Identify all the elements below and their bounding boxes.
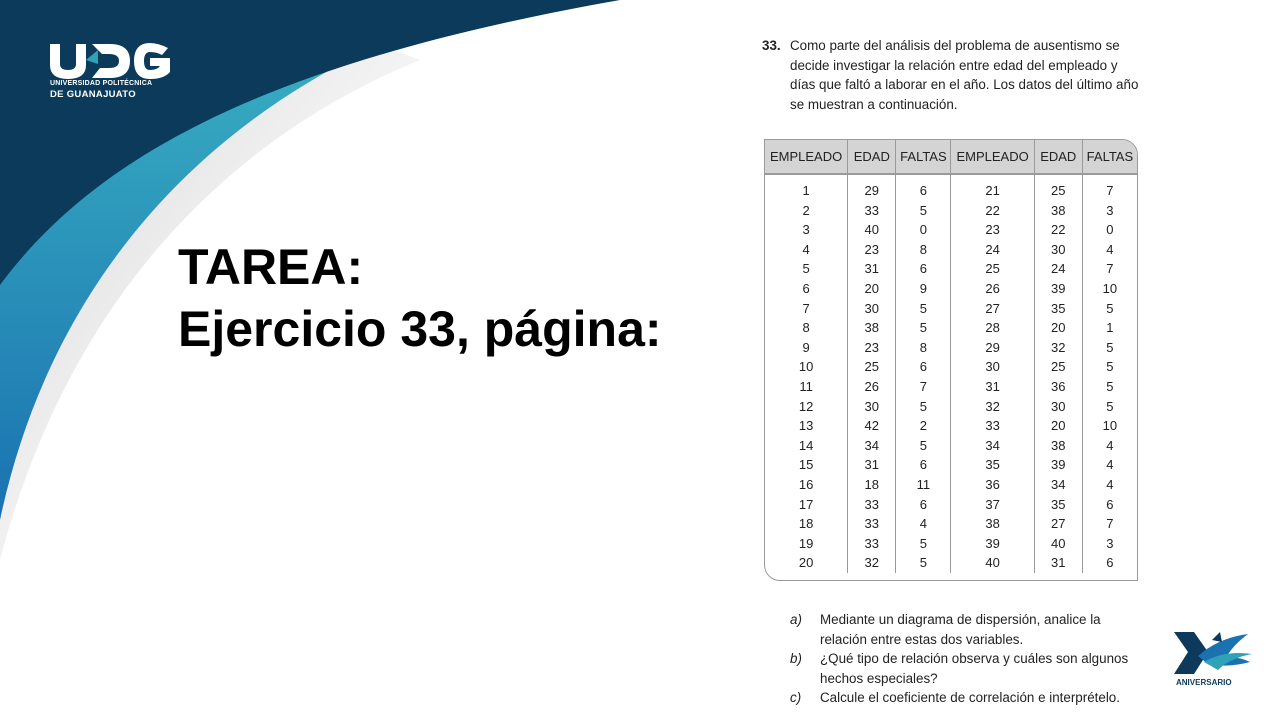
table-cell: 29 (848, 174, 896, 201)
table-cell: 34 (848, 436, 896, 456)
table-cell: 4 (1106, 437, 1114, 453)
table-cell: 5 (896, 397, 951, 417)
table-cell: 39 (1034, 455, 1082, 475)
table-cell: 26 (951, 279, 1034, 299)
table-cell: 37 (951, 495, 1034, 515)
table-cell: 2 (765, 201, 848, 221)
table-cell: 23 (848, 240, 896, 260)
table-row (765, 397, 1137, 417)
table-cell: 25 (1034, 174, 1082, 201)
table-row (765, 436, 1137, 456)
table-cell: 8 (896, 240, 951, 260)
table-cell: 5 (1106, 378, 1114, 394)
table-cell: 33 (951, 416, 1034, 436)
table-cell: 5 (765, 259, 848, 279)
table-cell: 3 (765, 220, 848, 240)
table-cell: 34 (951, 436, 1034, 456)
anniversary-logo (1168, 628, 1254, 694)
table-cell: 21 (951, 174, 1034, 201)
table-cell: 6 (1106, 496, 1114, 512)
question-b (790, 649, 1142, 688)
title-line-2: Ejercicio 33, página: (178, 301, 662, 357)
table-cell: 27 (951, 299, 1034, 319)
slide-title (178, 236, 662, 360)
table-cell: 5 (896, 318, 951, 338)
table-body (765, 174, 1137, 573)
table-cell: 38 (1034, 201, 1082, 221)
table-cell: 26 (848, 377, 896, 397)
table-cell: 8 (896, 338, 951, 358)
table-cell: 5 (896, 534, 951, 554)
table-cell: 4 (896, 514, 951, 534)
table-cell: 36 (1034, 377, 1082, 397)
table-cell: 10 (1102, 280, 1118, 296)
table-row (765, 377, 1137, 397)
table-cell: 6 (896, 495, 951, 515)
table-cell: 18 (848, 475, 896, 495)
question-c (790, 688, 1142, 708)
table-cell: 2 (896, 416, 951, 436)
table-cell: 38 (951, 514, 1034, 534)
question-letter: c) (790, 690, 802, 705)
header-empleado-1: EMPLEADO (765, 140, 848, 174)
table-cell: 13 (765, 416, 848, 436)
table-cell: 32 (1034, 338, 1082, 358)
table-cell: 34 (1034, 475, 1082, 495)
table-cell: 11 (765, 377, 848, 397)
table-cell: 25 (951, 259, 1034, 279)
table-cell: 16 (765, 475, 848, 495)
table-cell: 6 (896, 455, 951, 475)
table-row (765, 240, 1137, 260)
question-a (790, 610, 1142, 649)
table-cell: 18 (765, 514, 848, 534)
table-cell: 40 (1034, 534, 1082, 554)
table-cell: 39 (1034, 279, 1082, 299)
table-row (765, 475, 1137, 495)
table-cell: 25 (848, 357, 896, 377)
table-cell: 31 (1034, 553, 1082, 573)
exercise-text: Como parte del análisis del problema de ausentismo se decide investigar la relación entre edad del empleado y días que faltó a laborar en el año. Los datos del último año se muestran a continuación. (790, 38, 1139, 112)
table-cell: 20 (1034, 318, 1082, 338)
table-cell: 38 (848, 318, 896, 338)
table-cell: 4 (1106, 457, 1114, 473)
table-cell: 7 (1106, 183, 1114, 198)
table-cell: 7 (896, 377, 951, 397)
upg-logo-mark (46, 40, 176, 80)
table-cell: 31 (848, 455, 896, 475)
table-cell: 24 (1034, 259, 1082, 279)
table-cell: 28 (951, 318, 1034, 338)
table-cell: 42 (848, 416, 896, 436)
table-cell: 14 (765, 436, 848, 456)
table-row (765, 220, 1137, 240)
table-cell: 29 (951, 338, 1034, 358)
table-cell: 0 (1106, 222, 1114, 238)
logo-line-2: DE GUANAJUATO (50, 89, 136, 100)
table-cell: 25 (1034, 357, 1082, 377)
table-row (765, 416, 1137, 436)
table-cell: 20 (848, 279, 896, 299)
table-cell: 39 (951, 534, 1034, 554)
table-cell: 31 (951, 377, 1034, 397)
table-cell: 22 (951, 201, 1034, 221)
table-cell: 1 (1106, 320, 1114, 336)
table-cell: 30 (1034, 240, 1082, 260)
question-letter: a) (790, 612, 802, 627)
table-cell: 0 (896, 220, 951, 240)
table-cell: 1 (765, 174, 848, 201)
table-row (765, 553, 1137, 573)
table-cell: 6 (896, 259, 951, 279)
table-cell: 5 (1106, 300, 1114, 316)
header-faltas-2: FALTAS (1082, 140, 1137, 174)
table-cell: 32 (848, 553, 896, 573)
table-cell: 40 (951, 553, 1034, 573)
table-cell: 32 (951, 397, 1034, 417)
table-cell: 17 (765, 495, 848, 515)
data-table (764, 139, 1138, 581)
table-cell: 22 (1034, 220, 1082, 240)
table-cell: 27 (1034, 514, 1082, 534)
table-cell: 35 (951, 455, 1034, 475)
question-letter: b) (790, 651, 802, 666)
table-cell: 30 (848, 299, 896, 319)
table-row (765, 338, 1137, 358)
table-row (765, 514, 1137, 534)
table-cell: 36 (951, 475, 1034, 495)
header-empleado-2: EMPLEADO (951, 140, 1034, 174)
table-cell: 11 (896, 475, 951, 495)
question-text: Calcule el coeficiente de correlación e interprételo. (820, 690, 1120, 705)
question-text: Mediante un diagrama de dispersión, analice la relación entre estas dos variables. (820, 612, 1101, 647)
table-cell: 6 (765, 279, 848, 299)
table-row (765, 299, 1137, 319)
table-cell: 9 (896, 279, 951, 299)
table-cell: 5 (896, 299, 951, 319)
table-cell: 30 (848, 397, 896, 417)
table-cell: 35 (1034, 495, 1082, 515)
table-cell: 33 (848, 534, 896, 554)
table-cell: 20 (1034, 416, 1082, 436)
table-cell: 10 (765, 357, 848, 377)
question-list (790, 610, 1142, 708)
table-cell: 4 (1106, 241, 1114, 257)
table-cell: 30 (951, 357, 1034, 377)
table-row (765, 495, 1137, 515)
table-cell: 5 (896, 436, 951, 456)
table-cell: 31 (848, 259, 896, 279)
table-cell: 8 (765, 318, 848, 338)
table-cell: 12 (765, 397, 848, 417)
table-header-row (765, 140, 1137, 174)
table-cell: 6 (1106, 555, 1114, 571)
anniversary-label: ANIVERSARIO (1176, 678, 1232, 687)
table-row (765, 455, 1137, 475)
table-cell: 7 (1106, 261, 1114, 277)
table-cell: 4 (1106, 476, 1114, 492)
table-row (765, 357, 1137, 377)
table-row (765, 201, 1137, 221)
title-line-1: TAREA: (178, 239, 364, 295)
table-cell: 10 (1102, 418, 1118, 434)
table-cell: 33 (848, 201, 896, 221)
table-cell: 20 (765, 553, 848, 573)
table-cell: 5 (1106, 359, 1114, 375)
table-cell: 5 (896, 553, 951, 573)
table-cell: 6 (896, 357, 951, 377)
upg-logo (46, 40, 176, 102)
table-cell: 9 (765, 338, 848, 358)
header-faltas-1: FALTAS (896, 140, 951, 174)
table-cell: 24 (951, 240, 1034, 260)
table-cell: 23 (951, 220, 1034, 240)
table-cell: 3 (1106, 535, 1114, 551)
table-cell: 38 (1034, 436, 1082, 456)
table-cell: 4 (765, 240, 848, 260)
table-cell: 33 (848, 514, 896, 534)
table-cell: 7 (765, 299, 848, 319)
table-cell: 5 (1106, 339, 1114, 355)
table-row (765, 279, 1137, 299)
table-cell: 15 (765, 455, 848, 475)
header-edad-1: EDAD (848, 140, 896, 174)
table-row (765, 318, 1137, 338)
table-cell: 23 (848, 338, 896, 358)
exercise-number: 33. (762, 38, 781, 53)
table-cell: 33 (848, 495, 896, 515)
header-edad-2: EDAD (1034, 140, 1082, 174)
table-cell: 6 (896, 174, 951, 201)
table-cell: 30 (1034, 397, 1082, 417)
table-cell: 3 (1106, 202, 1114, 218)
table-row (765, 259, 1137, 279)
table-row (765, 174, 1137, 201)
table-cell: 5 (1106, 398, 1114, 414)
table-cell: 5 (896, 201, 951, 221)
table-cell: 40 (848, 220, 896, 240)
anniversary-bird-icon (1168, 628, 1254, 678)
exercise-scan (762, 36, 1142, 720)
table-cell: 7 (1106, 516, 1114, 532)
table-row (765, 534, 1137, 554)
question-text: ¿Qué tipo de relación observa y cuáles son algunos hechos especiales? (820, 651, 1129, 686)
table-cell: 19 (765, 534, 848, 554)
table-cell: 35 (1034, 299, 1082, 319)
logo-line-1: UNIVERSIDAD POLITÉCNICA (50, 80, 153, 87)
